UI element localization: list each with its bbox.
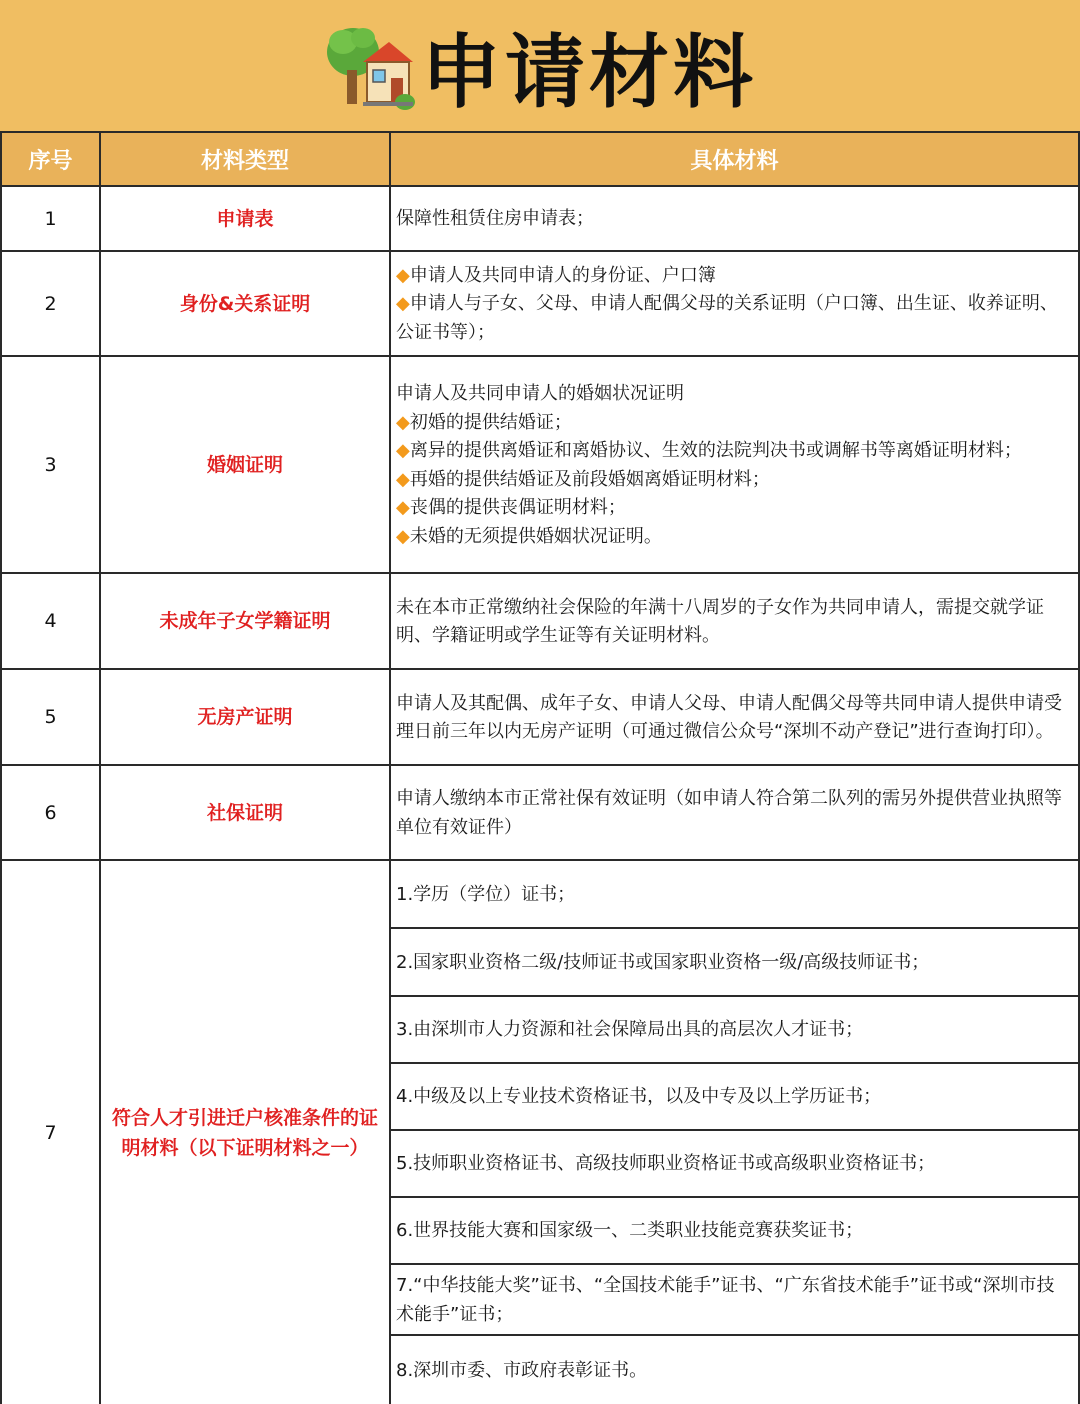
talent-item: 6.世界技能大赛和国家级一、二类职业技能竞赛获奖证书；: [391, 1198, 1080, 1265]
title-bar: [0, 0, 1080, 133]
house-with-tree-icon: [323, 20, 415, 112]
row-number: 5: [0, 670, 101, 766]
row-number: 2: [0, 252, 101, 357]
material-type: 未成年子女学籍证明: [101, 574, 391, 670]
diamond-bullet-icon: ◆: [396, 468, 410, 490]
material-detail: [391, 574, 1080, 670]
detail-line: ◆再婚的提供结婚证及前段婚姻离婚证明材料；: [396, 468, 770, 490]
material-detail: [391, 187, 1080, 252]
row-number: 4: [0, 574, 101, 670]
material-type: 婚姻证明: [101, 357, 391, 574]
header-detail: 具体材料: [391, 133, 1080, 187]
row-number: 1: [0, 187, 101, 252]
detail-line: ◆申请人与子女、父母、申请人配偶父母的关系证明（户口簿、出生证、收养证明、公证书等）；: [396, 293, 1058, 343]
material-type: 无房产证明: [101, 670, 391, 766]
diamond-bullet-icon: ◆: [396, 525, 410, 547]
diamond-bullet-icon: ◆: [396, 440, 410, 461]
detail-line: ◆离异的提供离婚证和离婚协议、生效的法院判决书或调解书等离婚证明材料；: [396, 440, 1022, 461]
material-type: 身份&关系证明: [101, 252, 391, 357]
material-type: 申请表: [101, 187, 391, 252]
material-detail: [391, 357, 1080, 574]
talent-item: 5.技师职业资格证书、高级技师职业资格证书或高级职业资格证书；: [391, 1131, 1080, 1198]
material-type: 社保证明: [101, 766, 391, 861]
diamond-bullet-icon: ◆: [396, 497, 410, 518]
detail-line: 保障性租赁住房申请表；: [396, 208, 594, 230]
detail-line: 未在本市正常缴纳社会保险的年满十八周岁的子女作为共同申请人，需提交就学证明、学籍证明或学生证等有关证明材料。: [396, 596, 1044, 646]
material-detail: [391, 766, 1080, 861]
detail-line: 申请人及共同申请人的婚姻状况证明: [396, 383, 684, 404]
material-detail: [391, 670, 1080, 766]
detail-line: 申请人及其配偶、成年子女、申请人父母、申请人配偶父母等共同申请人提供申请受理日前三年以内无房产证明（可通过微信公众号“深圳不动产登记”进行查询打印）。: [396, 692, 1062, 742]
talent-item: 2.国家职业资格二级/技师证书或国家职业资格一级/高级技师证书；: [391, 929, 1080, 997]
detail-line: ◆未婚的无须提供婚姻状况证明。: [396, 525, 662, 547]
material-detail: [391, 252, 1080, 357]
detail-line: ◆丧偶的提供丧偶证明材料；: [396, 497, 626, 518]
row-number: 3: [0, 357, 101, 574]
talent-item: 7.“中华技能大奖”证书、“全国技术能手”证书、“广东省技术能手”证书或“深圳市技术能手”证书；: [391, 1265, 1080, 1336]
diamond-bullet-icon: ◆: [396, 293, 410, 315]
header-no: 序号: [0, 133, 101, 187]
materials-table: [0, 133, 1080, 1404]
talent-item: 4.中级及以上专业技术资格证书，以及中专及以上学历证书；: [391, 1064, 1080, 1131]
detail-line: 申请人缴纳本市正常社保有效证明（如申请人符合第二队列的需另外提供营业执照等单位有效证件）: [396, 788, 1062, 838]
detail-line: ◆申请人及共同申请人的身份证、户口簿: [396, 264, 716, 286]
header-type: 材料类型: [101, 133, 391, 187]
page-title: 申请材料: [421, 26, 757, 119]
talent-item: 1.学历（学位）证书；: [391, 861, 1080, 929]
talent-item: 3.由深圳市人力资源和社会保障局出具的高层次人才证书；: [391, 997, 1080, 1064]
diamond-bullet-icon: ◆: [396, 411, 410, 433]
diamond-bullet-icon: ◆: [396, 264, 410, 286]
detail-line: ◆初婚的提供结婚证；: [396, 411, 572, 433]
material-type: 符合人才引进迁户核准条件的证明材料（以下证明材料之一）: [101, 861, 391, 1404]
talent-item: 8.深圳市委、市政府表彰证书。: [391, 1336, 1080, 1404]
row-number: 7: [0, 861, 101, 1404]
row-number: 6: [0, 766, 101, 861]
